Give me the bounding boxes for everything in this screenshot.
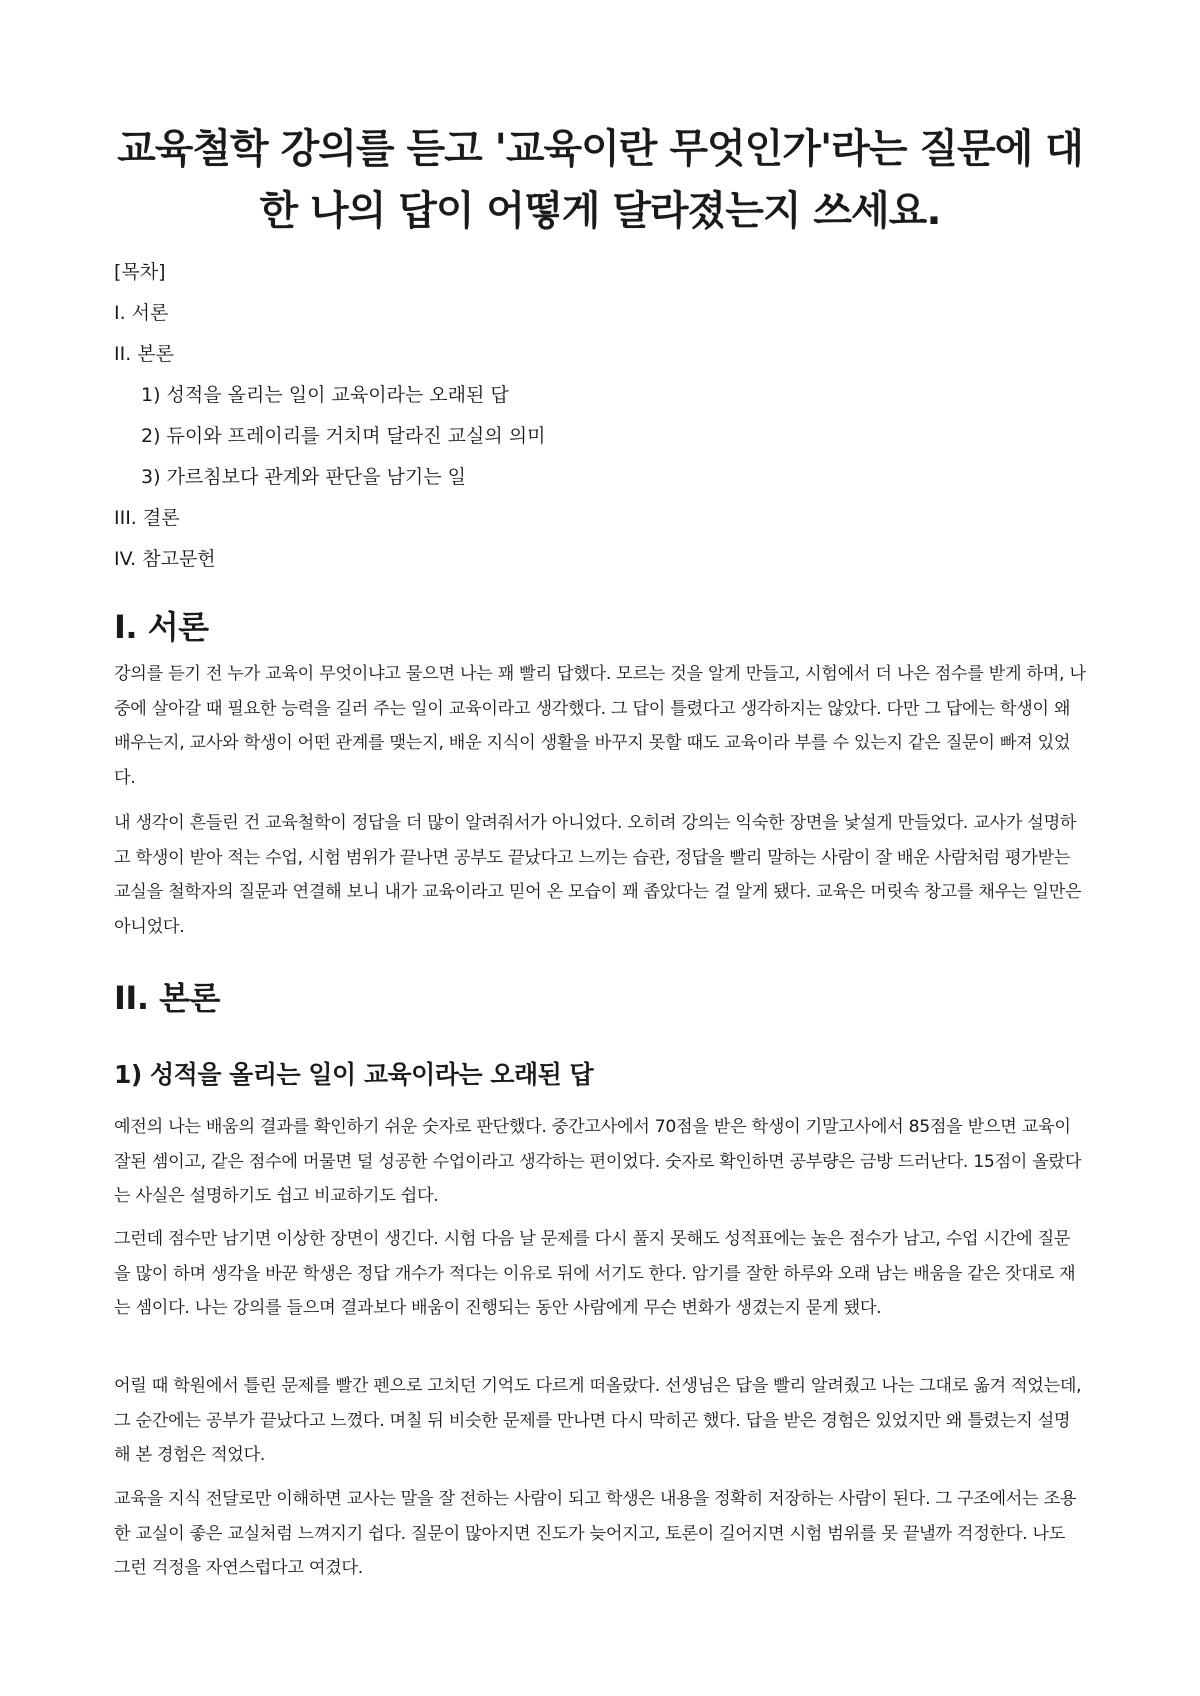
toc-subitem-2: 2) 듀이와 프레이리를 거치며 달라진 교실의 의미 — [141, 425, 546, 447]
toc-item-introduction: I. 서론 — [114, 302, 169, 324]
section-heading-body: II. 본론 — [114, 979, 220, 1017]
body-paragraph-3: 어릴 때 학원에서 틀린 문제를 빨간 펜으로 고치던 기억도 다르게 떠올랐다. 선생님은 답을 빨리 알려줬고 나는 그대로 옮겨 적었는데, 그 순간에는 공부가 끝났다고 느꼈다. 며칠 뒤 비슷한 문제를 만나면 다시 막히곤 했다. 답을 받은 경험은 있었지만 왜 틀렸는지 설명해 본 경험은 적었다. — [114, 1376, 1082, 1465]
body-paragraph-1: 예전의 나는 배움의 결과를 확인하기 쉬운 숫자로 판단했다. 중간고사에서 70점을 받은 학생이 기말고사에서 85점을 받으면 교육이 잘된 셈이고, 같은 점수에 머물면 덜 성공한 수업이라고 생각하는 편이었다. 숫자로 확인하면 공부량은 금방 드러난다. 15점이 올랐다는 사실은 설명하기도 쉽고 비교하기도 쉽다. — [114, 1117, 1082, 1206]
body-paragraph-4: 교육을 지식 전달로만 이해하면 교사는 말을 잘 전하는 사람이 되고 학생은 내용을 정확히 저장하는 사람이 된다. 그 구조에서는 조용한 교실이 좋은 교실처럼 느껴지기 쉽다. 질문이 많아지면 진도가 늦어지고, 토론이 길어지면 시험 범위를 못 끝낼까 걱정한다. 나도 그런 걱정을 자연스럽다고 여겼다. — [114, 1489, 1077, 1578]
document-title: 교육철학 강의를 듣고 '교육이란 무엇인가'라는 질문에 대한 나의 답이 어떻게 달라졌는지 쓰세요. — [117, 126, 1083, 234]
subsection-heading-1: 1) 성적을 올리는 일이 교육이라는 오래된 답 — [114, 1060, 594, 1089]
section-heading-introduction: I. 서론 — [114, 608, 209, 646]
table-of-contents — [114, 252, 1014, 580]
intro-paragraph-2: 내 생각이 흔들린 건 교육철학이 정답을 더 많이 알려줘서가 아니었다. 오히려 강의는 익숙한 장면을 낯설게 만들었다. 교사가 설명하고 학생이 받아 적는 수업, 시험 범위가 끝나면 공부도 끝났다고 느끼는 습관, 정답을 빨리 말하는 사람이 잘 배운 사람처럼 평가받는 교실을 철학자의 질문과 연결해 보니 내가 교육이라고 믿어 온 모습이 꽤 좁았다는 걸 알게 됐다. 교육은 머릿속 창고를 채우는 일만은 아니었다. — [114, 813, 1082, 937]
toc-subitem-1: 1) 성적을 올리는 일이 교육이라는 오래된 답 — [141, 384, 509, 406]
intro-paragraph-1: 강의를 듣기 전 누가 교육이 무엇이냐고 물으면 나는 꽤 빨리 답했다. 모르는 것을 알게 만들고, 시험에서 더 나은 점수를 받게 하며, 나중에 살아갈 때 필요한 능력을 길러 주는 일이 교육이라고 생각했다. 그 답이 틀렸다고 생각하지는 않았다. 다만 그 답에는 학생이 왜 배우는지, 교사와 학생이 어떤 관계를 맺는지, 배운 지식이 생활을 바꾸지 못할 때도 교육이라 부를 수 있는지 같은 질문이 빠져 있었다. — [114, 664, 1086, 788]
toc-item-references: IV. 참고문헌 — [114, 548, 216, 570]
toc-item-conclusion: III. 결론 — [114, 507, 180, 529]
toc-subitem-3: 3) 가르침보다 관계와 판단을 남기는 일 — [141, 466, 467, 488]
body-paragraph-2: 그런데 점수만 남기면 이상한 장면이 생긴다. 시험 다음 날 문제를 다시 풀지 못해도 성적표에는 높은 점수가 남고, 수업 시간에 질문을 많이 하며 생각을 바꾼 학생은 정답 개수가 적다는 이유로 뒤에 서기도 한다. 암기를 잘한 하루와 오래 남는 배움을 같은 잣대로 재는 셈이다. 나는 강의를 들으며 결과보다 배움이 진행되는 동안 사람에게 무슨 변화가 생겼는지 묻게 됐다. — [114, 1229, 1076, 1318]
toc-item-body: II. 본론 — [114, 343, 174, 365]
toc-heading: [목차] — [114, 261, 166, 283]
